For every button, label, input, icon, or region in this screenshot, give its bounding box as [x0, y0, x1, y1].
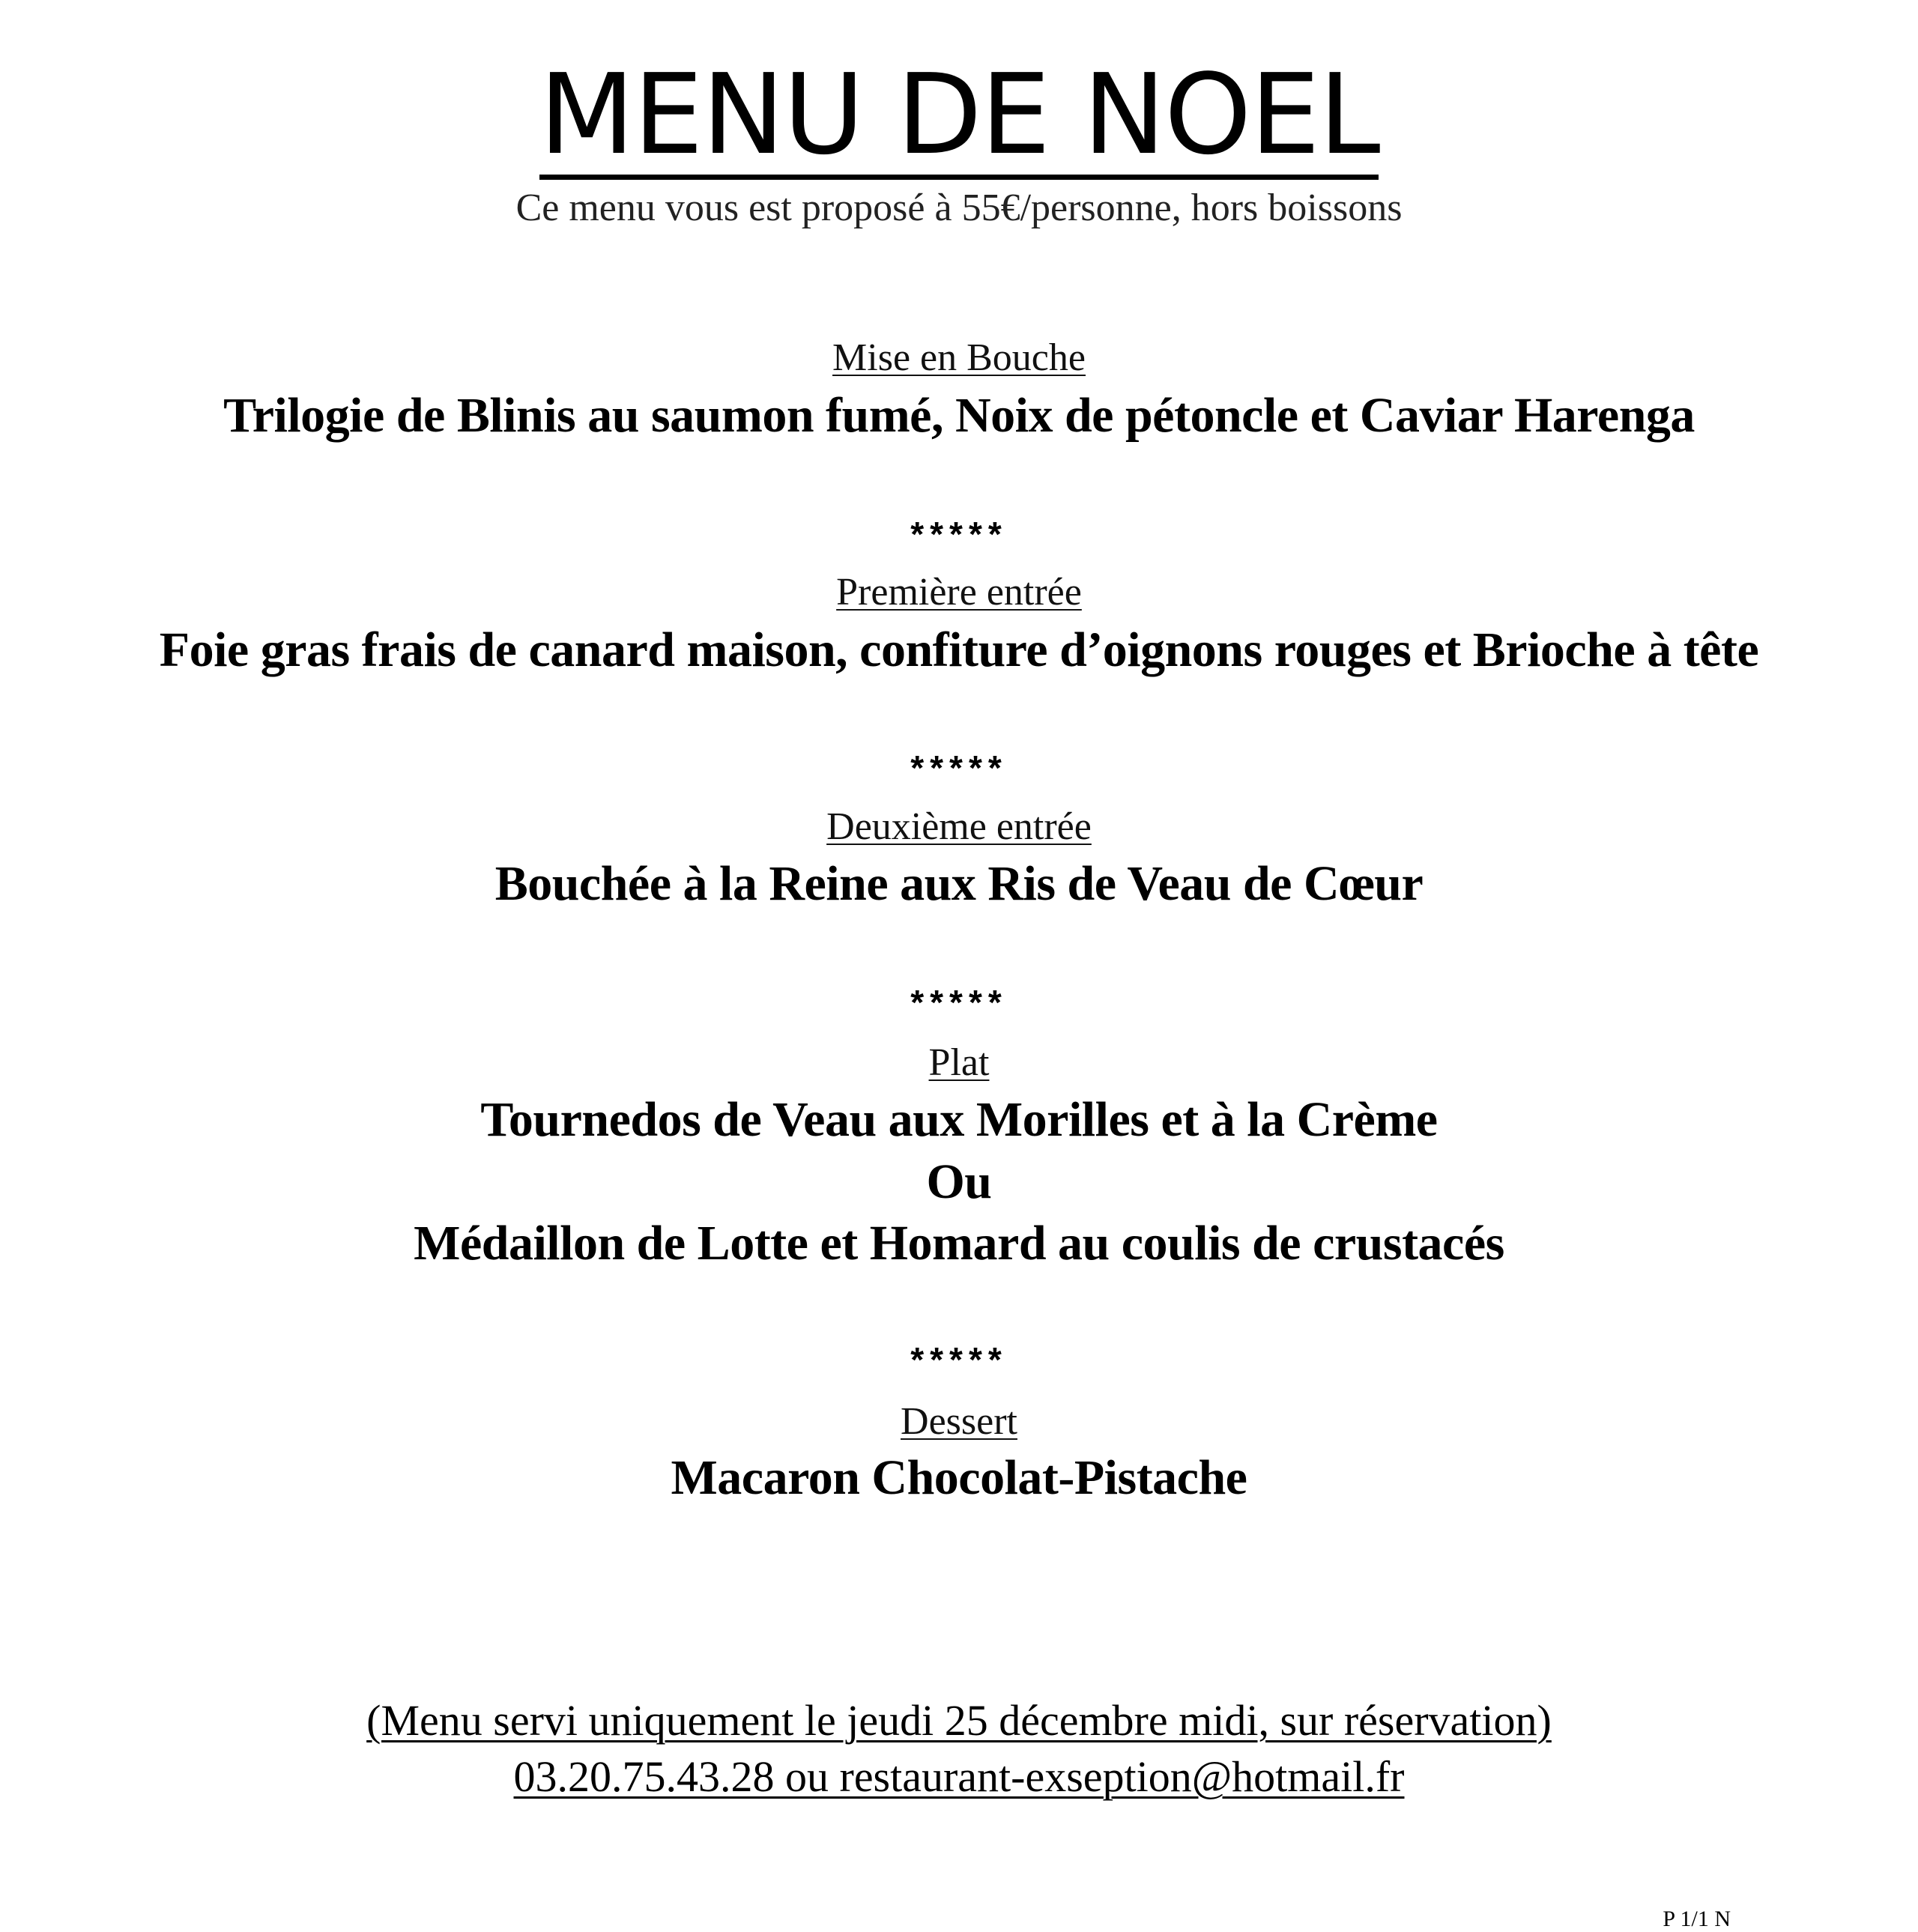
course-heading-plat: Plat — [928, 1041, 990, 1084]
menu-title — [0, 50, 1918, 180]
course-heading-deuxieme-entree: Deuxième entrée — [826, 805, 1092, 848]
course-heading-dessert: Dessert — [901, 1400, 1017, 1443]
dish-mise-en-bouche: Trilogie de Blinis au saumon fumé, Noix de pétoncle et Caviar Harenga — [223, 388, 1695, 443]
dish-plat-option-1: Tournedos de Veau aux Morilles et à la Crème — [480, 1092, 1438, 1147]
reservation-note: (Menu servi uniquement le jeudi 25 décembre midi, sur réservation) — [366, 1696, 1552, 1745]
course-separator: ***** — [910, 1340, 1008, 1379]
menu-price-subtitle: Ce menu vous est proposé à 55€/personne, hors boissons — [515, 187, 1403, 229]
course-separator: ***** — [910, 515, 1008, 554]
contact-info: 03.20.75.43.28 ou restaurant-exseption@hotmail.fr — [513, 1752, 1405, 1801]
dish-deuxieme-entree: Bouchée à la Reine aux Ris de Veau de Cœur — [494, 856, 1424, 911]
page-number: P 1/1 N — [1663, 1907, 1731, 1931]
dish-plat-or: Ou — [926, 1154, 992, 1209]
course-heading-premiere-entree: Première entrée — [836, 571, 1082, 614]
course-heading-mise-en-bouche: Mise en Bouche — [832, 336, 1086, 379]
menu-title-text: MENU DE NOEL — [539, 50, 1379, 179]
course-separator: ***** — [910, 748, 1008, 787]
dish-premiere-entree: Foie gras frais de canard maison, confiture d’oignons rouges et Brioche à tête — [159, 623, 1759, 677]
dish-plat-option-2: Médaillon de Lotte et Homard au coulis de crustacés — [414, 1216, 1504, 1271]
course-separator: ***** — [910, 983, 1008, 1022]
dish-dessert: Macaron Chocolat-Pistache — [671, 1450, 1247, 1505]
